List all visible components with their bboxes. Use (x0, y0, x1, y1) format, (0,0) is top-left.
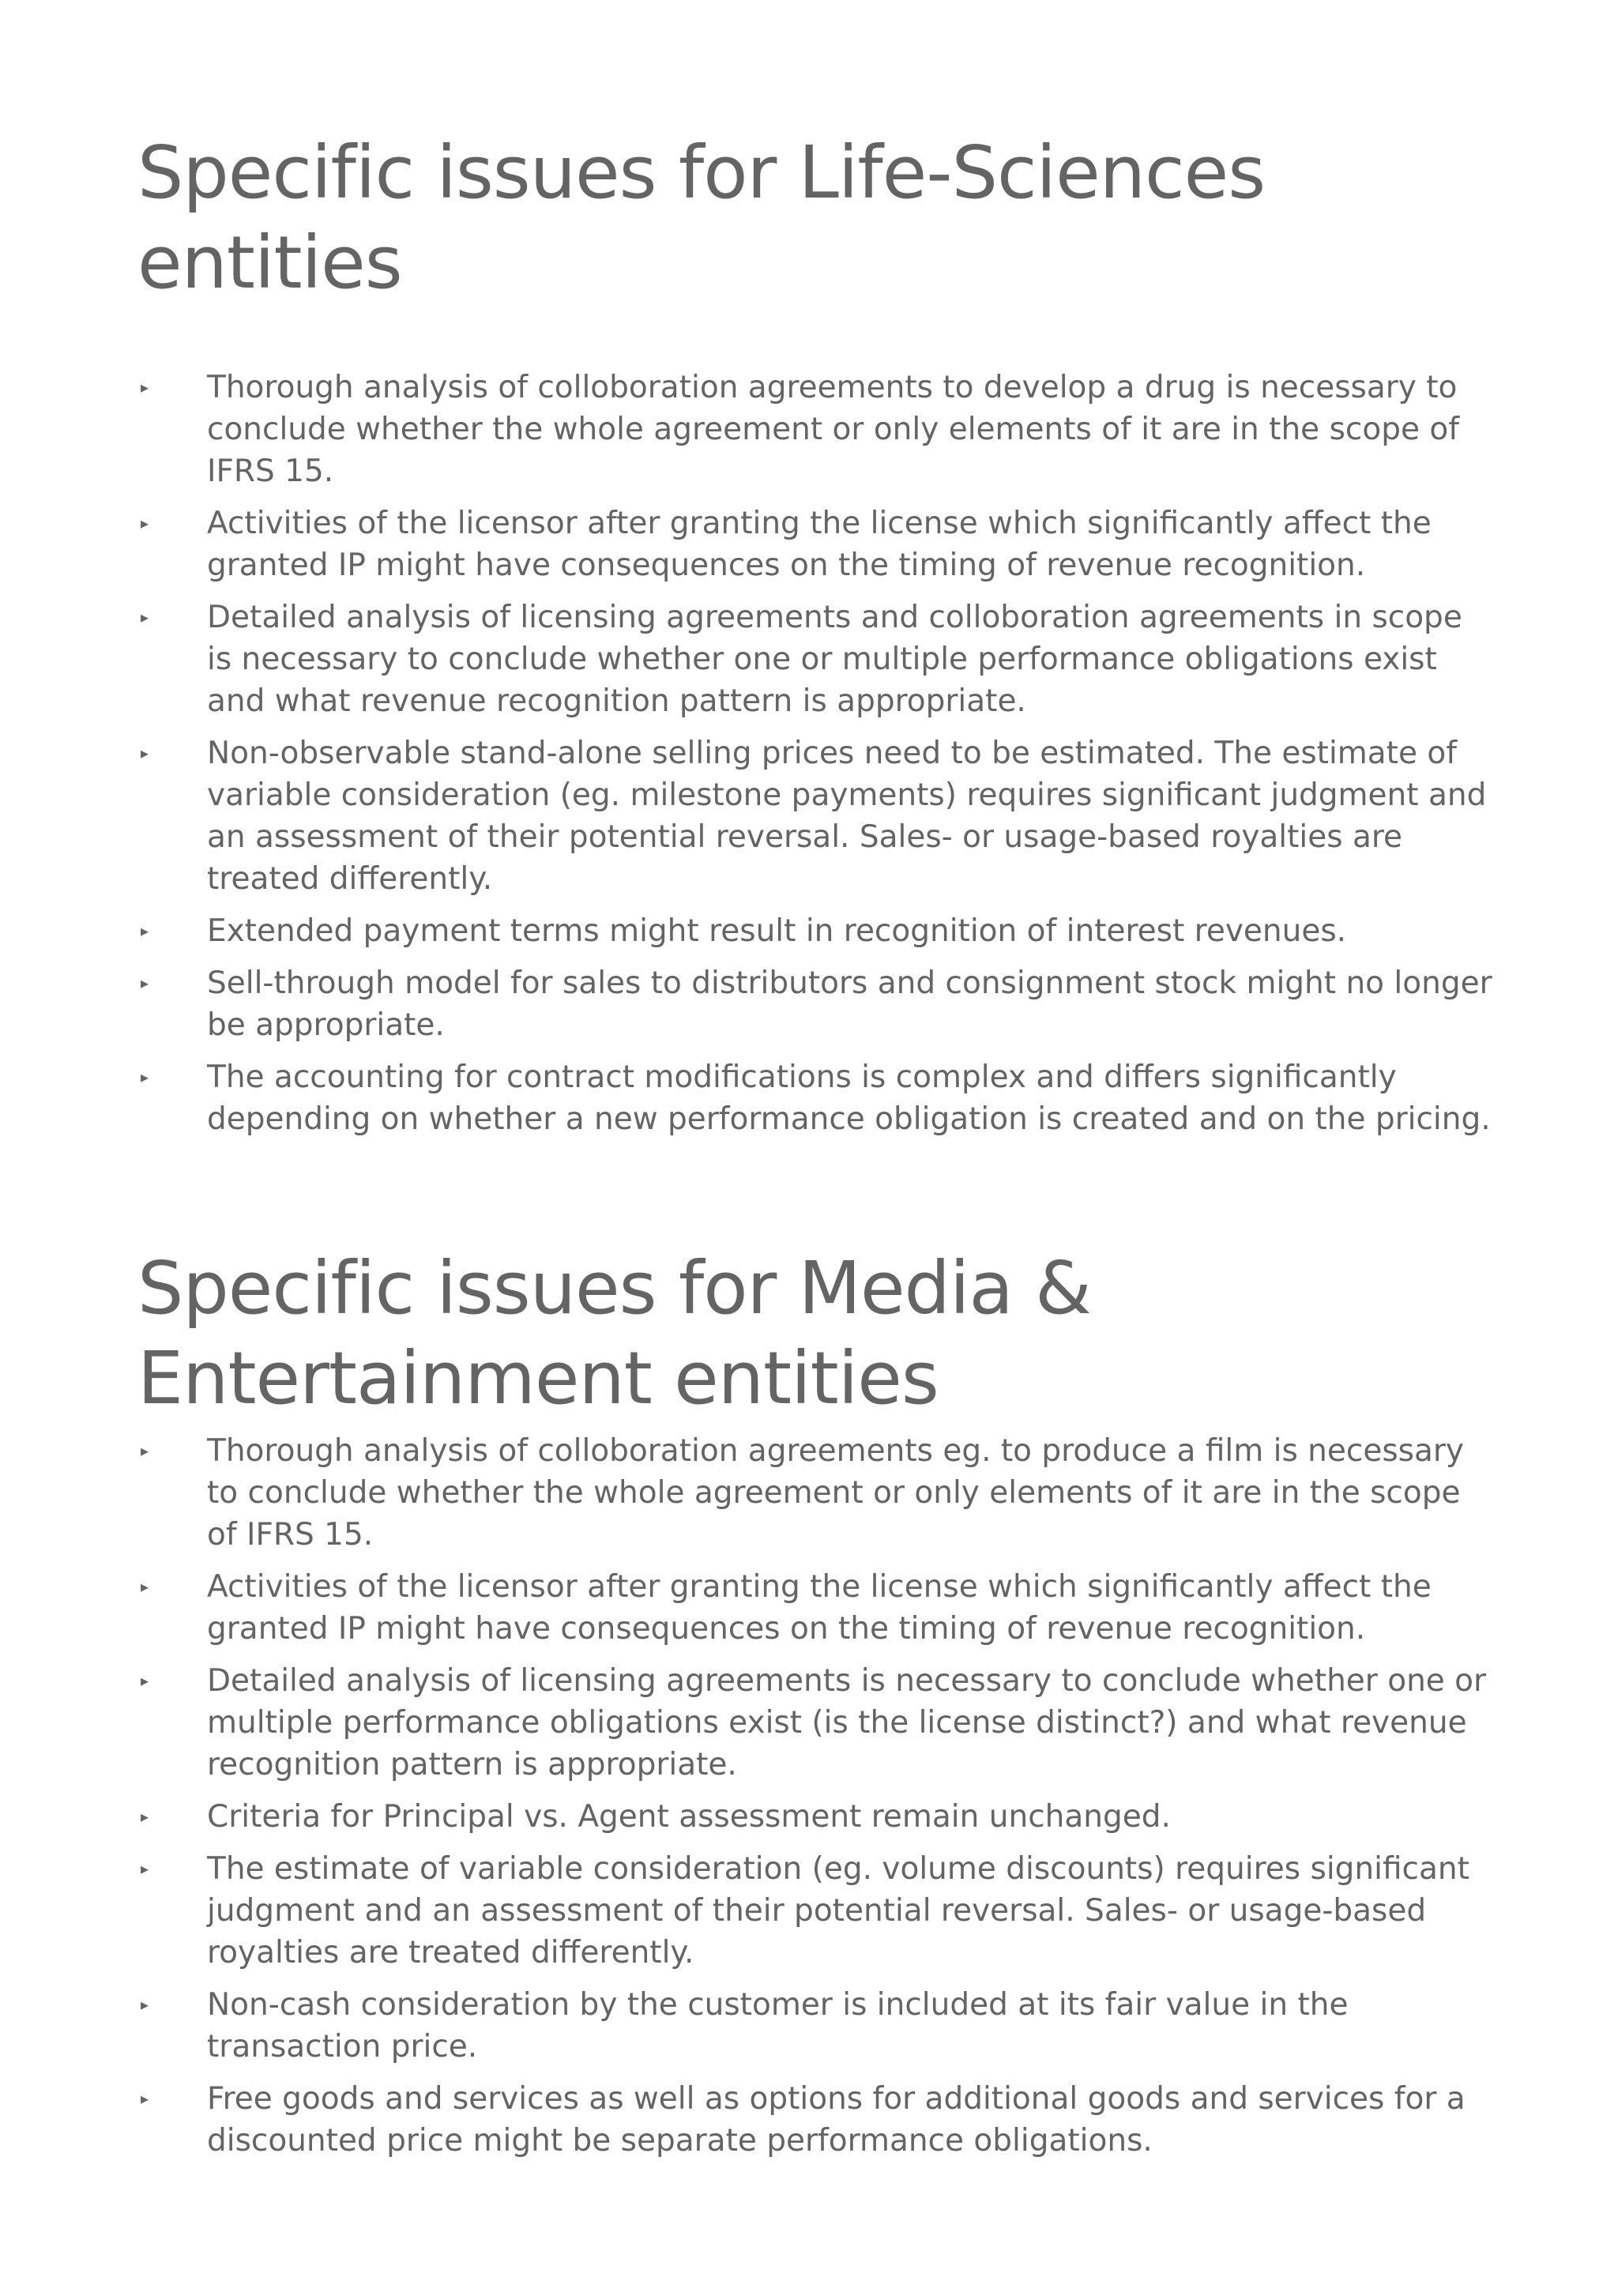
list-item (137, 1796, 1496, 1838)
bullet-triangle-icon: ▸ (141, 1577, 149, 1596)
bullet-text: Thorough analysis of colloboration agreements eg. to produce a film is necessary to conclude whether the whole agreement or only elements of it are in the scope of IFRS 15. (207, 1433, 1464, 1553)
bullet-triangle-icon: ▸ (141, 514, 149, 533)
bullet-triangle-icon: ▸ (141, 973, 149, 992)
bullet-text: Activities of the licensor after granting the license which significantly affect the granted IP might have consequences on the timing of revenue recognition. (207, 506, 1432, 583)
list-item (137, 502, 1496, 586)
bullet-triangle-icon: ▸ (141, 1671, 149, 1690)
bullet-text: Detailed analysis of licensing agreements and colloboration agreements in scope is necessary to conclude whether one or multiple performance obligations exist and what revenue recognition pattern is appropriate. (207, 600, 1462, 719)
list-item (137, 1660, 1496, 1786)
list-item (137, 597, 1496, 722)
list-item (137, 1848, 1496, 1974)
list-item (137, 1430, 1496, 1556)
list-item (137, 367, 1496, 492)
section-heading (137, 128, 1496, 308)
list-item (137, 910, 1496, 952)
bullet-text: Free goods and services as well as options for additional goods and services for a discounted price might be separate performance obligations. (207, 2081, 1466, 2159)
list-item (137, 732, 1496, 900)
list-item (137, 2078, 1496, 2162)
bullet-triangle-icon: ▸ (141, 1441, 149, 1460)
life-sciences-section (137, 128, 1496, 1150)
bullet-triangle-icon: ▸ (141, 743, 149, 762)
list-item (137, 1566, 1496, 1650)
heading-line: Specific issues for Media & (137, 1246, 1091, 1331)
bullet-text: Criteria for Principal vs. Agent assessment remain unchanged. (207, 1799, 1171, 1835)
heading-line: entities (137, 220, 402, 305)
bullet-text: The accounting for contract modifications is complex and differs significantly depending on whether a new performance obligation is created and on the pricing. (207, 1060, 1491, 1137)
bullet-text: Detailed analysis of licensing agreements is necessary to conclude whether one or multiple performance obligations exist (is the license distinct?) and what revenue recognition pattern is appropriate. (207, 1663, 1487, 1782)
bullet-triangle-icon: ▸ (141, 921, 149, 940)
bullet-triangle-icon: ▸ (141, 1067, 149, 1086)
list-item (137, 1056, 1496, 1140)
bullet-text: The estimate of variable consideration (eg. volume discounts) requires significant judgment and an assessment of their potential reversal. Sales- or usage-based royalties are treated differently. (207, 1851, 1469, 1970)
list-item (137, 962, 1496, 1046)
bullet-triangle-icon: ▸ (141, 1859, 149, 1878)
bullet-text: Extended payment terms might result in recognition of interest revenues. (207, 913, 1347, 949)
bullet-text: Thorough analysis of colloboration agreements to develop a drug is necessary to conclude whether the whole agreement or only elements of it are in the scope of IFRS 15. (207, 370, 1459, 489)
list-item (137, 1984, 1496, 2068)
bullet-triangle-icon: ▸ (141, 1995, 149, 2014)
bullet-triangle-icon: ▸ (141, 378, 149, 397)
bullet-text: Non-cash consideration by the customer is included at its fair value in the transaction price. (207, 1987, 1349, 2065)
bullet-triangle-icon: ▸ (141, 608, 149, 627)
heading-line: Entertainment entities (137, 1336, 939, 1421)
section-heading (137, 1244, 1496, 1424)
heading-line: Specific issues for Life-Sciences (137, 130, 1266, 215)
bullet-list (137, 367, 1496, 1140)
bullet-triangle-icon: ▸ (141, 1807, 149, 1826)
bullet-list (137, 1430, 1496, 2162)
bullet-text: Sell-through model for sales to distributors and consignment stock might no longer be appropriate. (207, 965, 1492, 1043)
bullet-triangle-icon: ▸ (141, 2089, 149, 2108)
media-entertainment-section (137, 1244, 1496, 2172)
bullet-text: Activities of the licensor after granting the license which significantly affect the granted IP might have consequences on the timing of revenue recognition. (207, 1569, 1432, 1647)
bullet-text: Non-observable stand-alone selling prices need to be estimated. The estimate of variable consideration (eg. milestone payments) requires significant judgment and an assessment of their potential reversal. Sales- or usage-based royalties are treated differently. (207, 736, 1487, 897)
